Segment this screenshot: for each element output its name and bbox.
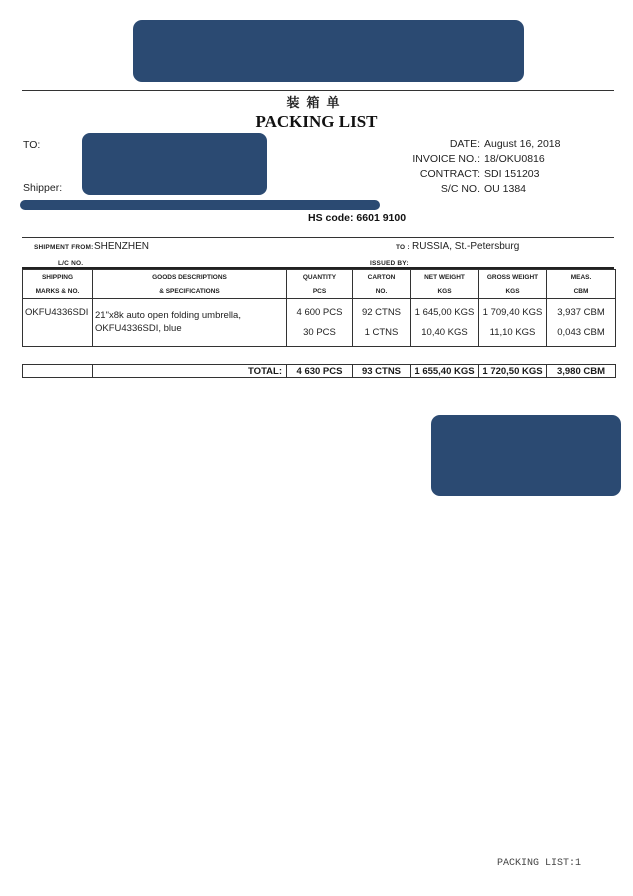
header-gross-weight: GROSS WEIGHT bbox=[479, 270, 547, 285]
gross-weight-1: 1 709,40 KGS bbox=[482, 306, 543, 318]
header-meas: MEAS. bbox=[547, 270, 616, 285]
contract-value: SDI 151203 bbox=[484, 168, 540, 180]
shipper-label: Shipper: bbox=[23, 182, 63, 194]
header-shipping: SHIPPING bbox=[23, 270, 93, 285]
lc-label: L/C NO. bbox=[58, 260, 84, 267]
page-title: PACKING LIST bbox=[255, 112, 378, 131]
header-goods: GOODS DESCRIPTIONS bbox=[93, 270, 287, 285]
sc-row bbox=[350, 183, 526, 195]
shipment-top-divider bbox=[22, 237, 614, 238]
carton-cell bbox=[353, 299, 411, 347]
meas-cell bbox=[547, 299, 616, 347]
sc-value: OU 1384 bbox=[484, 183, 527, 195]
total-meas: 3,980 CBM bbox=[547, 365, 616, 378]
redacted-stamp bbox=[431, 415, 621, 496]
totals-label: TOTAL: bbox=[93, 365, 287, 378]
totals-blank bbox=[23, 365, 93, 378]
header-specs: & SPECIFICATIONS bbox=[93, 284, 287, 299]
total-quantity: 4 630 PCS bbox=[287, 365, 353, 378]
issued-by-label: ISSUED BY: bbox=[370, 260, 409, 267]
invoice-value: 18/OKU0816 bbox=[484, 153, 545, 165]
date-label: DATE: bbox=[449, 138, 480, 150]
net-weight-1: 1 645,00 KGS bbox=[414, 306, 475, 318]
cartons-1: 92 CTNS bbox=[361, 306, 402, 318]
header-no: NO. bbox=[353, 284, 411, 299]
table-header-row-bottom bbox=[23, 284, 616, 299]
header-cbm: CBM bbox=[547, 284, 616, 299]
packing-table bbox=[22, 269, 616, 347]
shipment-from-label: SHIPMENT FROM: bbox=[34, 244, 94, 251]
top-divider bbox=[22, 90, 614, 91]
quantity-2: 30 PCS bbox=[303, 326, 336, 338]
header-marks: MARKS & NO. bbox=[23, 284, 93, 299]
quantity-cell bbox=[287, 299, 353, 347]
redacted-consignee-block bbox=[82, 133, 267, 195]
net-weight-2: 10,40 KGS bbox=[421, 326, 468, 338]
invoice-label: INVOICE NO.: bbox=[412, 153, 480, 165]
meas-2: 0,043 CBM bbox=[557, 326, 605, 338]
shipment-from-value: SHENZHEN bbox=[94, 241, 150, 252]
total-cartons: 93 CTNS bbox=[353, 365, 411, 378]
header-quantity: QUANTITY bbox=[287, 270, 353, 285]
table-header-row-top bbox=[23, 270, 616, 285]
contract-row bbox=[350, 168, 539, 180]
header-net-kgs: KGS bbox=[411, 284, 479, 299]
header-gross-kgs: KGS bbox=[479, 284, 547, 299]
shipping-mark: OKFU4336SDI bbox=[23, 299, 93, 347]
description-line-1: 21"x8k auto open folding umbrella, bbox=[95, 310, 241, 321]
quantity-1: 4 600 PCS bbox=[296, 306, 343, 318]
totals-row bbox=[22, 364, 616, 378]
date-value: August 16, 2018 bbox=[484, 138, 561, 150]
meas-1: 3,937 CBM bbox=[557, 306, 605, 318]
header-carton: CARTON bbox=[353, 270, 411, 285]
header-pcs: PCS bbox=[287, 284, 353, 299]
sc-label: S/C NO. bbox=[440, 183, 480, 195]
net-weight-cell bbox=[411, 299, 479, 347]
description-line-2: OKFU4336SDI, blue bbox=[95, 323, 182, 334]
header-net-weight: NET WEIGHT bbox=[411, 270, 479, 285]
hs-code: HS code: 6601 9100 bbox=[308, 212, 407, 224]
contract-label: CONTRACT: bbox=[419, 168, 480, 180]
shipment-to-value: RUSSIA, St.-Petersburg bbox=[412, 241, 520, 252]
total-gross-weight: 1 720,50 KGS bbox=[479, 365, 547, 378]
invoice-row bbox=[350, 153, 545, 165]
table-row bbox=[23, 299, 616, 347]
page-footer: PACKING LIST:1 bbox=[497, 858, 582, 869]
to-label: TO: bbox=[23, 139, 41, 151]
total-net-weight: 1 655,40 KGS bbox=[411, 365, 479, 378]
gross-weight-2: 11,10 KGS bbox=[489, 326, 536, 338]
redacted-shipper-line bbox=[20, 200, 380, 210]
shipment-to-label: TO : bbox=[396, 244, 410, 251]
goods-description bbox=[93, 299, 287, 347]
gross-weight-cell bbox=[479, 299, 547, 347]
redacted-company-header bbox=[133, 20, 524, 82]
title-chinese: 装箱单 bbox=[286, 96, 347, 111]
date-row bbox=[350, 138, 560, 150]
cartons-2: 1 CTNS bbox=[364, 326, 399, 338]
